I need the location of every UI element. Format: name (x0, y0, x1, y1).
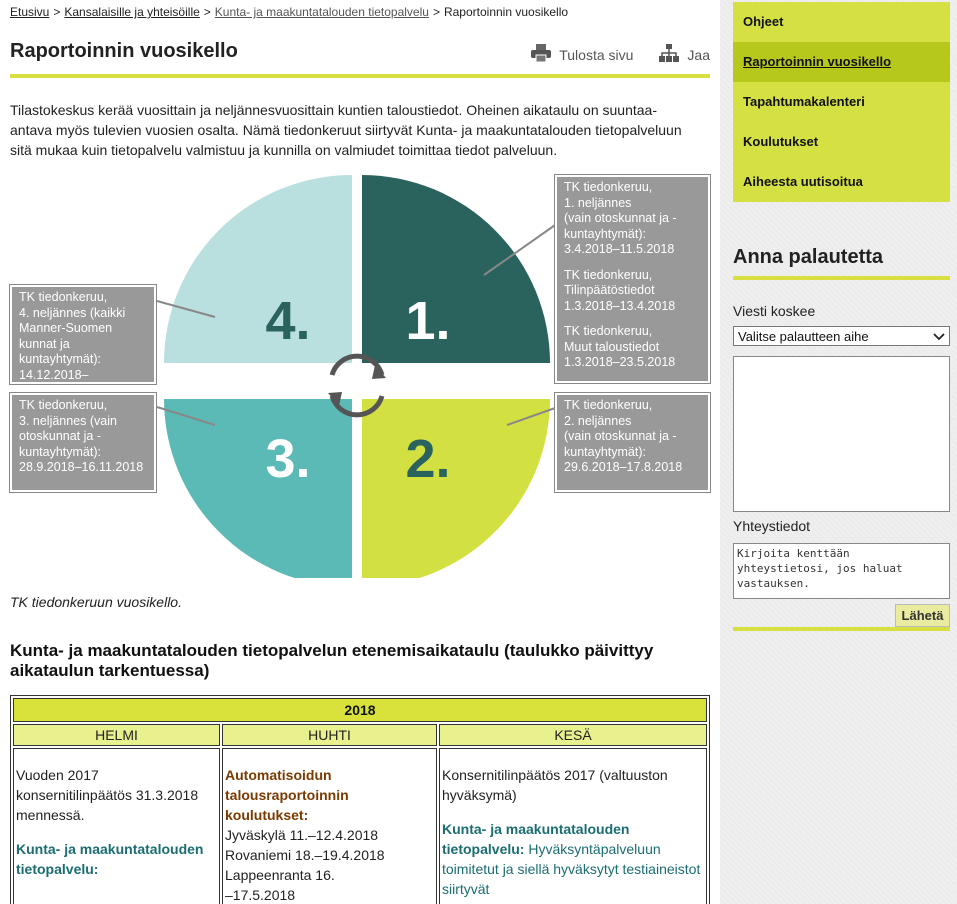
schedule-heading: Kunta- ja maakuntatalouden tietopalvelun etenemisaikataulu (taulukko päivittyy aikataulun tarkentuessa) (10, 641, 654, 680)
quadrant-3 (164, 399, 352, 578)
quadrant-2 (362, 399, 550, 578)
quadrant-4 (164, 175, 352, 363)
submit-button[interactable]: Lähetä (895, 604, 950, 627)
title-divider (10, 74, 710, 78)
contact-label: Yhteystiedot (733, 518, 811, 534)
quadrant-1-label: 1. (405, 291, 451, 351)
quadrant-2-label: 2. (405, 429, 451, 489)
info-text: TK tiedonkeruu, 1. neljännes (vain otoskunnat ja - kuntayhtymät): 3.4.2018–11.5.2018 (564, 180, 677, 256)
contact-placeholder: Kirjoita kenttään yhteystietosi, jos haluat vastauksen. (737, 547, 903, 590)
breadcrumb (10, 5, 568, 19)
print-page-label: Tulosta sivu (559, 46, 634, 63)
feedback-message-textarea[interactable] (733, 356, 950, 512)
annual-clock-figure (10, 175, 710, 578)
breadcrumb-link-home[interactable]: Etusivu (10, 5, 50, 19)
cell-line: –17.5.2018 (225, 887, 296, 903)
page-tools (531, 44, 710, 65)
chevron-down-icon (933, 329, 945, 344)
month-header: KESÄ (439, 724, 707, 746)
info-text: TK tiedonkeruu, 3. neljännes (vain otoskunnat ja - kuntayhtymät): 28.9.2018–16.11.2018 (19, 398, 144, 474)
breadcrumb-separator: > (432, 5, 440, 19)
sidebar-nav (733, 2, 950, 202)
year-header: 2018 (13, 698, 707, 722)
schedule-cell-helmi (13, 748, 220, 904)
sidebar-item-vuosikello[interactable]: Raportoinnin vuosikello (733, 42, 950, 82)
breadcrumb-current: Raportoinnin vuosikello (443, 5, 569, 19)
breadcrumb-link-citizens[interactable]: Kansalaisille ja yhteisöille (64, 5, 200, 19)
cell-line: Lappeenranta 16. (225, 867, 335, 883)
cell-teal-heading: Kunta- ja maakuntatalouden tietopalvelu: (442, 821, 630, 857)
schedule-cell-kesa (439, 748, 707, 904)
breadcrumb-separator: > (203, 5, 211, 19)
info-box-quarter-2 (555, 393, 710, 492)
breadcrumb-separator: > (53, 5, 61, 19)
feedback-title: Anna palautetta (733, 246, 884, 268)
sidebar-item-tapahtumakalenteri[interactable]: Tapahtumakalenteri (743, 94, 865, 109)
month-header: HELMI (13, 724, 220, 746)
info-box-quarter-1 (555, 175, 710, 383)
cell-teal-heading: Kunta- ja maakuntatalouden tietopalvelu: (16, 841, 204, 877)
cell-teal-text: Hyväksyntäpalveluun toimitetut ja siellä hyväksytyt testiaineistot siirtyvät (442, 841, 701, 897)
topic-select-value: Valitse palautteen aihe (738, 328, 869, 344)
schedule-cell-huhti (222, 748, 437, 904)
quadrant-4-label: 4. (265, 291, 311, 351)
cell-line: Jyväskylä 11.–12.4.2018 (225, 827, 379, 843)
page-title: Raportoinnin vuosikello (10, 40, 238, 62)
cycle-arrows-icon (328, 356, 386, 415)
schedule-table (10, 695, 710, 904)
sidebar (733, 2, 950, 202)
topic-label: Viesti koskee (733, 303, 816, 319)
breadcrumb-link-service[interactable]: Kunta- ja maakuntatalouden tietopalvelu (214, 5, 429, 19)
cell-text: Vuoden 2017 konsernitilinpäätös 31.3.2018 mennessä. (16, 767, 199, 823)
info-box-quarter-4 (10, 285, 156, 384)
cell-line: Rovaniemi 18.–19.4.2018 (225, 847, 385, 863)
sidebar-item-koulutukset[interactable]: Koulutukset (743, 134, 819, 149)
sidebar-item-uutisoitua[interactable]: Aiheesta uutisoitua (743, 174, 863, 189)
feedback-divider (733, 276, 950, 280)
printer-icon (531, 44, 551, 65)
cell-orange-heading: Automatisoidun talousraportoinnin koulutukset: (225, 767, 349, 823)
quadrant-3-label: 3. (265, 429, 311, 489)
sidebar-item-ohjeet[interactable]: Ohjeet (743, 14, 784, 29)
share-icon (659, 44, 679, 65)
quadrant-1 (362, 175, 550, 363)
intro-paragraph: Tilastokeskus kerää vuosittain ja neljännesvuosittain kuntien taloustiedot. Oheinen aikataulu on suuntaa-antava myös tulevien vuosien osalta. Nämä tiedonkeruut siirtyvät Kunta- ja maakuntatalouden tietopalveluun sitä mukaa kuin tietopalvelu valmistuu ja kunnilla on valmiudet toimittaa tiedot palveluun. (10, 102, 682, 158)
info-text: TK tiedonkeruu, Tilinpäätöstiedot 1.3.2018–13.4.2018 (564, 267, 676, 313)
info-text: TK tiedonkeruu, 2. neljännes (vain otoskunnat ja - kuntayhtymät): 29.6.2018–17.8.2018 (564, 398, 683, 474)
share-button[interactable] (659, 44, 710, 65)
share-label: Jaa (687, 46, 710, 63)
info-box-quarter-3 (10, 393, 156, 492)
contact-textarea[interactable] (733, 543, 950, 599)
print-page-button[interactable] (531, 44, 633, 65)
figure-caption: TK tiedonkeruun vuosikello. (10, 594, 182, 610)
info-text: TK tiedonkeruu, Muut taloustiedot 1.3.2018–23.5.2018 (564, 324, 676, 369)
cell-text: Konsernitilinpäätös 2017 (valtuuston hyväksymä) (442, 767, 668, 803)
info-text: TK tiedonkeruu, 4. neljännes (kaikki Manner-Suomen kunnat ja kuntayhtymät): 14.12.2018– (19, 290, 126, 382)
topic-select[interactable] (733, 326, 950, 346)
feedback-bottom-divider (733, 627, 950, 631)
month-header: HUHTI (222, 724, 437, 746)
